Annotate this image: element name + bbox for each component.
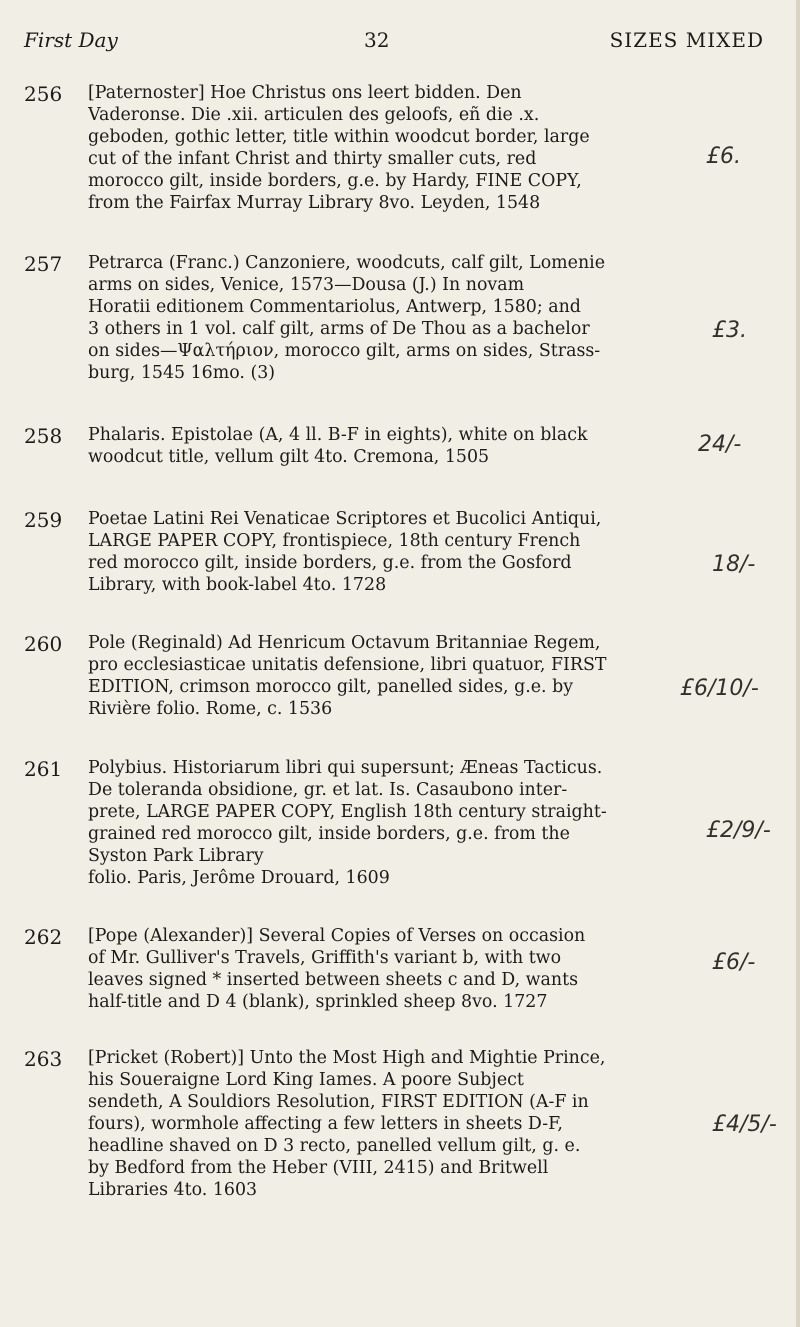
lot-description — [88, 508, 718, 596]
lot-number: 259 — [24, 508, 63, 532]
handwritten-price: 18/- — [712, 552, 756, 577]
lot-line: by Bedford from the Heber (VIII, 2415) and Britwell — [88, 1158, 549, 1178]
lot-line: cut of the infant Christ and thirty smaller cuts, red — [88, 149, 537, 169]
lot-description — [88, 1047, 718, 1201]
lot-line: geboden, gothic letter, title within woodcut border, large — [88, 127, 590, 147]
lot-line: [Pricket (Robert)] Unto the Most High and Mightie Prince, — [88, 1048, 606, 1068]
lot-line: 3 others in 1 vol. calf gilt, arms of De Thou as a bachelor — [88, 319, 590, 339]
handwritten-price: £2/9/- — [706, 818, 771, 843]
lot-description — [88, 252, 718, 384]
lot-line: sendeth, A Souldiors Resolution, FIRST EDITION (A-F in — [88, 1092, 589, 1112]
lot-line: Vaderonse. Die .xii. articulen des geloofs, eñ die .x. — [88, 105, 540, 125]
lot-line: half-title and D 4 (blank), sprinkled sheep 8vo. 1727 — [88, 992, 548, 1012]
lot-line: Rivière folio. Rome, c. 1536 — [88, 699, 333, 719]
lot-description — [88, 632, 718, 720]
lot-line: headline shaved on D 3 recto, panelled vellum gilt, g. e. — [88, 1136, 581, 1156]
lot-line: [Pope (Alexander)] Several Copies of Verses on occasion — [88, 926, 586, 946]
handwritten-price: £6/10/- — [680, 676, 759, 701]
lot-line: LARGE PAPER COPY, frontispiece, 18th century French — [88, 531, 581, 551]
lot-line: on sides—Ψαλτήριον, morocco gilt, arms on sides, Strass- — [88, 341, 601, 361]
lot-line: De toleranda obsidione, gr. et lat. Is. Casaubono inter- — [88, 780, 568, 800]
lot-description — [88, 757, 718, 889]
lot-line: from the Fairfax Murray Library 8vo. Leyden, 1548 — [88, 193, 541, 213]
lot-line: folio. Paris, Jerôme Drouard, 1609 — [88, 868, 390, 888]
lot-line: grained red morocco gilt, inside borders, g.e. from the — [88, 824, 570, 844]
lot-number: 257 — [24, 252, 63, 276]
page-number: 32 — [364, 28, 390, 52]
handwritten-price: £6/- — [712, 950, 756, 975]
lot-line: woodcut title, vellum gilt 4to. Cremona, 1505 — [88, 447, 490, 467]
lot-line: leaves signed * inserted between sheets c and D, wants — [88, 970, 579, 990]
lot-line: Library, with book-label 4to. 1728 — [88, 575, 387, 595]
lot-line: his Soueraigne Lord King Iames. A poore Subject — [88, 1070, 524, 1090]
lot-line: Polybius. Historiarum libri qui supersunt; Æneas Tacticus. — [88, 758, 603, 778]
handwritten-price: £6. — [706, 144, 741, 169]
lot-line: EDITION, crimson morocco gilt, panelled sides, g.e. by — [88, 677, 574, 697]
handwritten-price: £3. — [712, 318, 747, 343]
lot-line: Pole (Reginald) Ad Henricum Octavum Britanniae Regem, — [88, 633, 601, 653]
header-day: First Day — [24, 28, 118, 52]
handwritten-price: £4/5/- — [712, 1112, 777, 1137]
lot-number: 262 — [24, 925, 63, 949]
lot-description — [88, 82, 718, 214]
lot-line: fours), wormhole affecting a few letters in sheets D-F, — [88, 1114, 563, 1134]
lot-line: morocco gilt, inside borders, g.e. by Hardy, FINE COPY, — [88, 171, 582, 191]
lot-line: Petrarca (Franc.) Canzoniere, woodcuts, calf gilt, Lomenie — [88, 253, 606, 273]
lot-description — [88, 925, 718, 1013]
lot-number: 263 — [24, 1047, 63, 1071]
lot-line: Poetae Latini Rei Venaticae Scriptores et Bucolici Antiqui, — [88, 509, 602, 529]
handwritten-price: 24/- — [698, 432, 742, 457]
lot-line: Syston Park Library — [88, 846, 264, 866]
lot-line: arms on sides, Venice, 1573—Dousa (J.) In novam — [88, 275, 525, 295]
lot-line: burg, 1545 16mo. (3) — [88, 363, 276, 383]
lot-number: 256 — [24, 82, 63, 106]
page-edge — [796, 0, 800, 1327]
lot-line: Libraries 4to. 1603 — [88, 1180, 258, 1200]
lot-line: Phalaris. Epistolae (A, 4 ll. B-F in eights), white on black — [88, 425, 588, 445]
lot-number: 261 — [24, 757, 63, 781]
lot-line: prete, LARGE PAPER COPY, English 18th century straight- — [88, 802, 607, 822]
lot-description — [88, 424, 718, 468]
lot-number: 260 — [24, 632, 63, 656]
lot-number: 258 — [24, 424, 63, 448]
header-section: SIZES MIXED — [609, 28, 764, 52]
lot-line: red morocco gilt, inside borders, g.e. from the Gosford — [88, 553, 572, 573]
lot-line: pro ecclesiasticae unitatis defensione, libri quatuor, FIRST — [88, 655, 607, 675]
running-header — [24, 28, 764, 58]
lot-line: of Mr. Gulliver's Travels, Griffith's variant b, with two — [88, 948, 562, 968]
lot-line: [Paternoster] Hoe Christus ons leert bidden. Den — [88, 83, 522, 103]
lot-line: Horatii editionem Commentariolus, Antwerp, 1580; and — [88, 297, 581, 317]
